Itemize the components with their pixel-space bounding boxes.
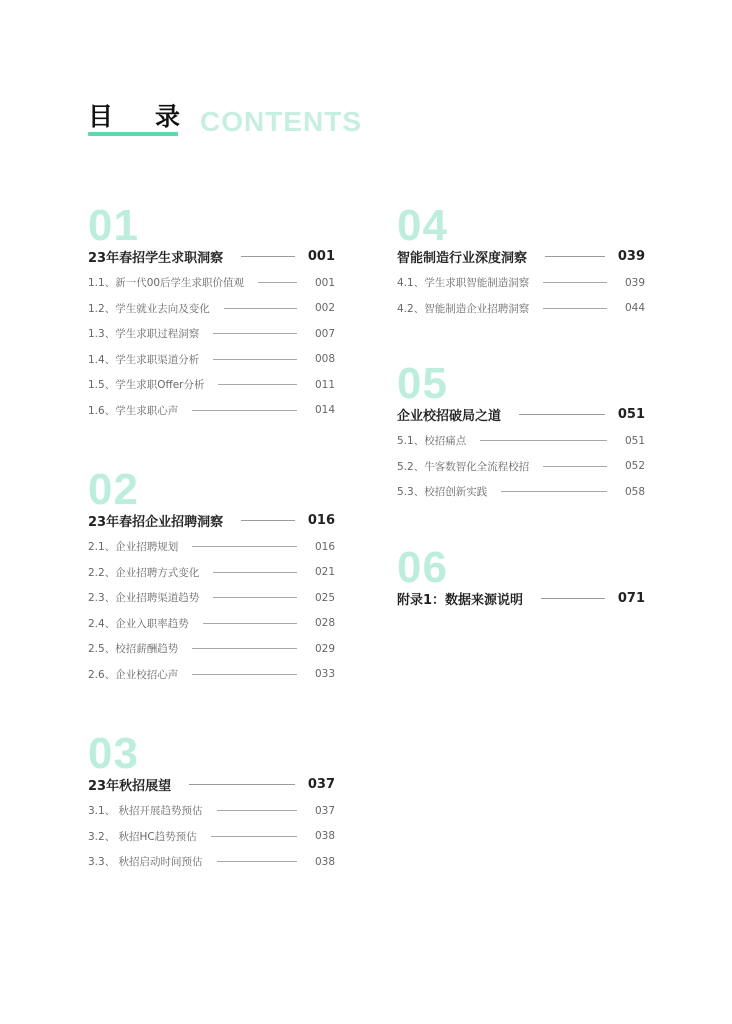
leader-line (211, 836, 297, 837)
toc-item[interactable] (397, 296, 645, 322)
item-label: 1.1、新一代00后学生求职价值观 (88, 277, 245, 290)
section-number: 02 (88, 465, 139, 514)
item-label: 2.2、企业招聘方式变化 (88, 566, 200, 579)
section-number: 01 (88, 201, 139, 250)
section-title: 企业校招破局之道 (397, 408, 502, 424)
section-06 (397, 543, 645, 612)
section-number: 04 (397, 201, 448, 250)
item-label: 2.1、企业招聘规划 (88, 541, 179, 554)
title-underline (88, 132, 178, 136)
item-page: 044 (624, 302, 645, 315)
toc-title-cn: 目录 (88, 102, 223, 131)
item-page: 025 (314, 591, 335, 604)
item-label: 2.5、校招薪酬趋势 (88, 643, 179, 656)
section-number: 05 (397, 359, 448, 408)
toc-item[interactable] (397, 428, 645, 454)
leader-line (241, 520, 295, 521)
leader-line (543, 282, 607, 283)
leader-line (192, 648, 297, 649)
toc-item[interactable] (88, 270, 335, 296)
leader-line (545, 256, 605, 257)
item-page: 038 (314, 830, 335, 843)
item-page: 028 (314, 617, 335, 630)
item-page: 016 (314, 540, 335, 553)
item-label: 5.1、校招痛点 (397, 435, 467, 448)
section-heading[interactable] (88, 244, 335, 268)
leader-line (217, 861, 297, 862)
section-title: 智能制造行业深度洞察 (397, 250, 528, 266)
section-page: 071 (617, 590, 645, 606)
leader-line (519, 414, 605, 415)
leader-line (241, 256, 295, 257)
item-page: 038 (314, 855, 335, 868)
section-title: 附录1：数据来源说明 (397, 592, 524, 608)
item-page: 007 (314, 327, 335, 340)
toc-item[interactable] (88, 636, 335, 662)
toc-item[interactable] (88, 372, 335, 398)
leader-line (541, 598, 605, 599)
section-page: 001 (307, 248, 335, 264)
toc-item[interactable] (88, 824, 335, 850)
toc-item[interactable] (88, 662, 335, 688)
toc-item[interactable] (88, 321, 335, 347)
section-page: 051 (617, 406, 645, 422)
toc-item[interactable] (88, 347, 335, 373)
leader-line (213, 597, 297, 598)
section-page: 039 (617, 248, 645, 264)
item-page: 051 (624, 434, 645, 447)
item-label: 2.4、企业入职率趋势 (88, 617, 189, 630)
leader-line (192, 546, 297, 547)
item-label: 2.3、企业招聘渠道趋势 (88, 592, 200, 605)
toc-item[interactable] (88, 296, 335, 322)
item-page: 008 (314, 353, 335, 366)
section-page: 037 (307, 776, 335, 792)
item-page: 033 (314, 668, 335, 681)
item-label: 1.5、学生求职Offer分析 (88, 379, 205, 392)
item-page: 001 (314, 276, 335, 289)
section-04 (397, 201, 645, 321)
item-page: 039 (624, 276, 645, 289)
section-title: 23年秋招展望 (88, 778, 172, 794)
item-label: 5.2、牛客数智化全流程校招 (397, 460, 530, 473)
leader-line (480, 440, 607, 441)
section-02 (88, 465, 335, 687)
item-page: 058 (624, 485, 645, 498)
section-heading[interactable] (88, 772, 335, 796)
item-page: 014 (314, 404, 335, 417)
item-label: 1.4、学生求职渠道分析 (88, 353, 200, 366)
section-03 (88, 729, 335, 875)
toc-item[interactable] (88, 560, 335, 586)
leader-line (192, 410, 297, 411)
leader-line (501, 491, 607, 492)
toc-item[interactable] (88, 534, 335, 560)
leader-line (543, 466, 607, 467)
leader-line (213, 359, 297, 360)
leader-line (217, 810, 297, 811)
leader-line (189, 784, 295, 785)
section-heading[interactable] (397, 586, 645, 610)
section-title: 23年春招学生求职洞察 (88, 250, 224, 266)
toc-item[interactable] (397, 454, 645, 480)
item-page: 029 (314, 642, 335, 655)
toc-item[interactable] (397, 479, 645, 505)
item-label: 3.1、 秋招开展趋势预估 (88, 805, 203, 818)
leader-line (224, 308, 297, 309)
toc-title-en: CONTENTS (200, 106, 362, 137)
leader-line (218, 384, 297, 385)
item-page: 037 (314, 804, 335, 817)
section-heading[interactable] (88, 508, 335, 532)
item-page: 011 (314, 378, 335, 391)
toc-item[interactable] (397, 270, 645, 296)
section-title: 23年春招企业招聘洞察 (88, 514, 224, 530)
toc-item[interactable] (88, 798, 335, 824)
toc-item[interactable] (88, 585, 335, 611)
toc-item[interactable] (88, 398, 335, 424)
section-01 (88, 201, 335, 423)
item-label: 3.2、 秋招HC趋势预估 (88, 830, 197, 843)
section-page: 016 (307, 512, 335, 528)
item-label: 1.6、学生求职心声 (88, 404, 179, 417)
leader-line (543, 308, 607, 309)
item-label: 4.1、学生求职智能制造洞察 (397, 277, 530, 290)
item-label: 2.6、企业校招心声 (88, 668, 179, 681)
section-number: 03 (88, 729, 139, 778)
item-page: 052 (624, 460, 645, 473)
item-label: 1.3、学生求职过程洞察 (88, 328, 200, 341)
section-heading[interactable] (397, 244, 645, 268)
item-page: 002 (314, 302, 335, 315)
section-05 (397, 359, 645, 505)
leader-line (258, 282, 297, 283)
leader-line (213, 572, 297, 573)
item-page: 021 (314, 566, 335, 579)
item-label: 3.3、 秋招启动时间预估 (88, 856, 203, 869)
section-number: 06 (397, 543, 448, 592)
leader-line (192, 674, 297, 675)
leader-line (203, 623, 297, 624)
item-label: 4.2、智能制造企业招聘洞察 (397, 302, 530, 315)
item-label: 5.3、校招创新实践 (397, 486, 488, 499)
toc-item[interactable] (88, 611, 335, 637)
toc-item[interactable] (88, 849, 335, 875)
leader-line (213, 333, 297, 334)
section-heading[interactable] (397, 402, 645, 426)
item-label: 1.2、学生就业去向及变化 (88, 302, 210, 315)
